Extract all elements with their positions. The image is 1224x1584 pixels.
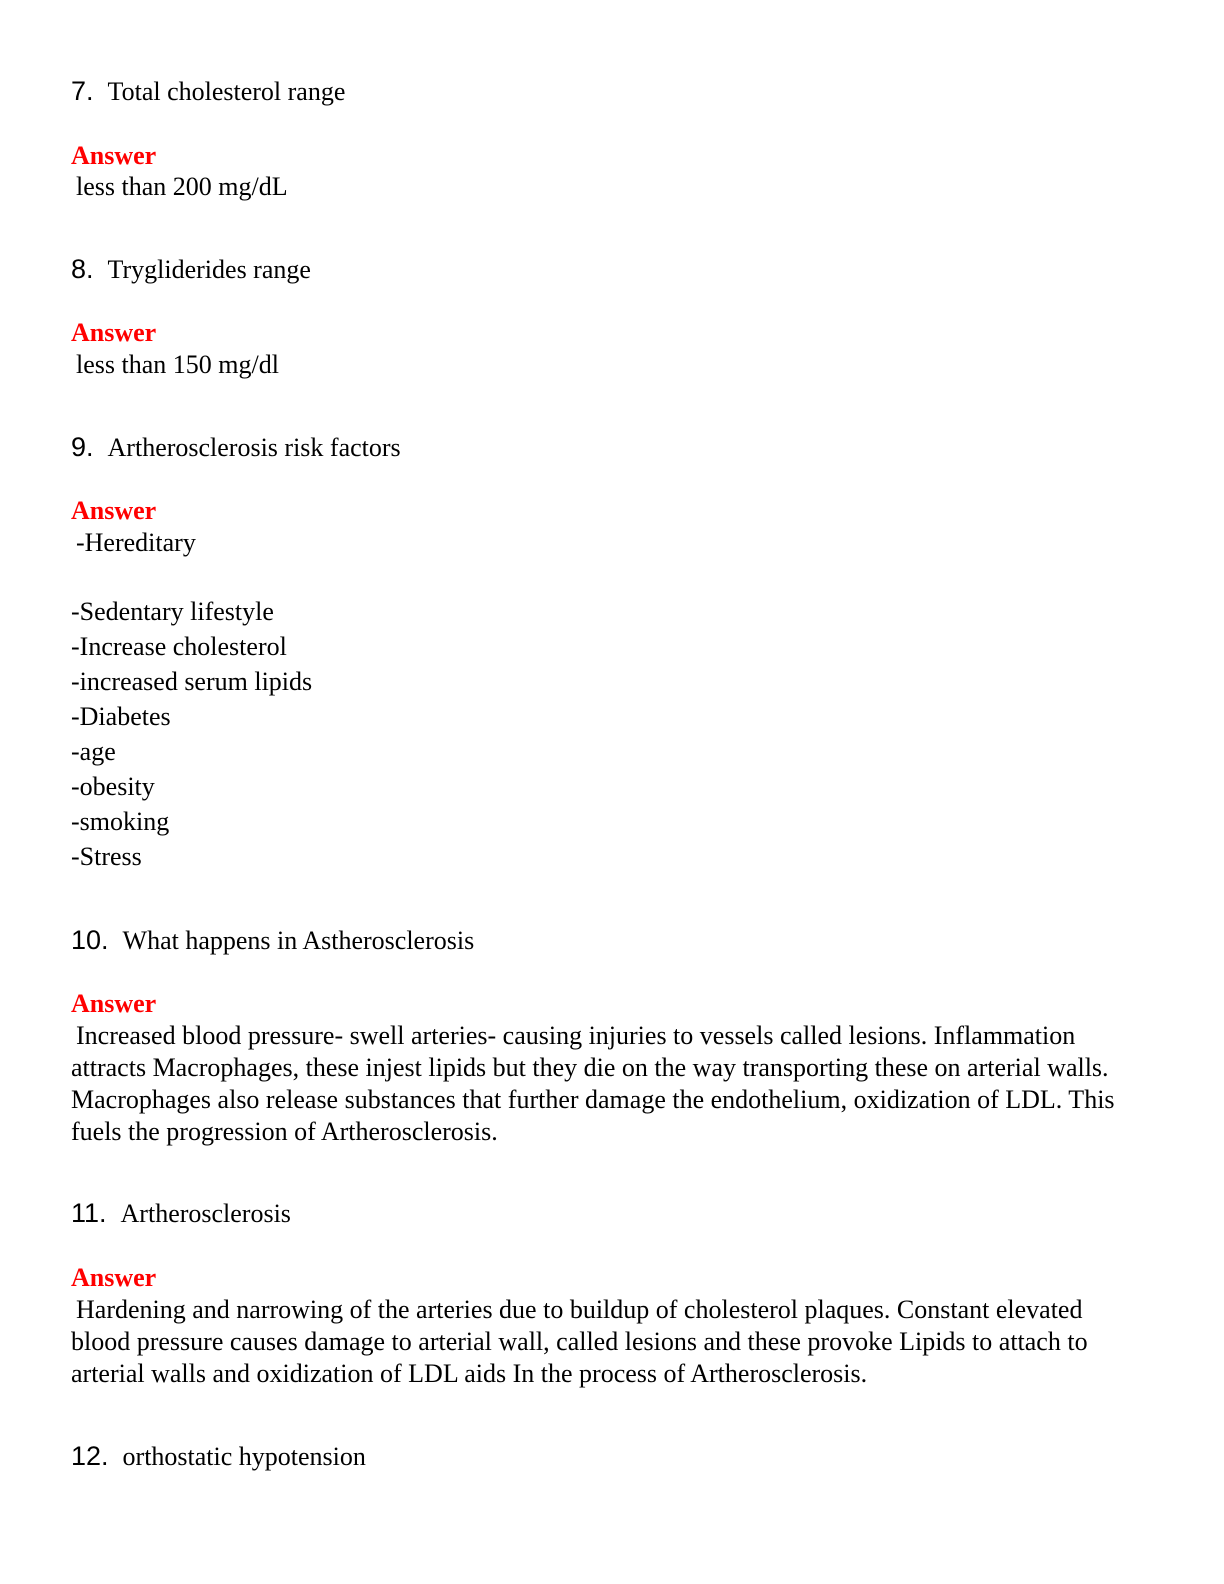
answer-label: Answer <box>71 496 157 525</box>
risk-factor-item: -smoking <box>71 807 170 836</box>
question-number: 7. <box>71 76 94 106</box>
risk-factor-item: -Sedentary lifestyle <box>71 597 274 626</box>
question-7 <box>71 76 345 107</box>
risk-factor-item: -obesity <box>71 772 155 801</box>
risk-factor-item: -Increase cholesterol <box>71 632 287 661</box>
answer-label: Answer <box>71 989 157 1018</box>
question-title: What happens in Astherosclerosis <box>122 926 475 955</box>
risk-factor-item: -Hereditary <box>76 528 196 557</box>
answer-label: Answer <box>71 1263 157 1292</box>
question-11 <box>71 1198 291 1229</box>
question-number: 8. <box>71 254 94 284</box>
risk-factor-item: -Stress <box>71 842 142 871</box>
answer-text: Increased blood pressure- swell arteries- causing injuries to vessels called lesions. Inflammation attracts Macrophages, these injest lipids but they die on the way transporting these on arterial walls. Macrophages also release substances that further damage the endothelium, oxidization of LDL. This fuels the progression of Artherosclerosis. <box>71 1021 1115 1146</box>
question-12 <box>71 1441 366 1472</box>
answer-text: Hardening and narrowing of the arteries due to buildup of cholesterol plaques. Constant elevated blood pressure causes damage to arterial wall, called lesions and these provoke Lipids to attach to arterial walls and oxidization of LDL aids In the process of Artherosclerosis. <box>71 1295 1088 1388</box>
answer-paragraph <box>71 1294 1141 1390</box>
question-title: Artherosclerosis <box>120 1199 291 1228</box>
answer-paragraph <box>71 1020 1141 1148</box>
question-number: 10. <box>71 925 109 955</box>
question-number: 12. <box>71 1441 109 1471</box>
question-number: 9. <box>71 432 94 462</box>
question-number: 11. <box>71 1198 107 1228</box>
question-title: orthostatic hypotension <box>122 1442 366 1471</box>
answer-text: less than 150 mg/dl <box>76 350 279 379</box>
risk-factor-item: -increased serum lipids <box>71 667 313 696</box>
answer-label: Answer <box>71 318 157 347</box>
question-9 <box>71 432 401 463</box>
risk-factor-item: -age <box>71 737 116 766</box>
question-8 <box>71 254 311 285</box>
question-title: Trygliderides range <box>107 255 311 284</box>
risk-factor-item: -Diabetes <box>71 702 171 731</box>
question-10 <box>71 925 474 956</box>
answer-text: less than 200 mg/dL <box>76 172 288 201</box>
question-title: Artherosclerosis risk factors <box>107 433 401 462</box>
question-title: Total cholesterol range <box>107 77 346 106</box>
answer-label: Answer <box>71 141 157 170</box>
